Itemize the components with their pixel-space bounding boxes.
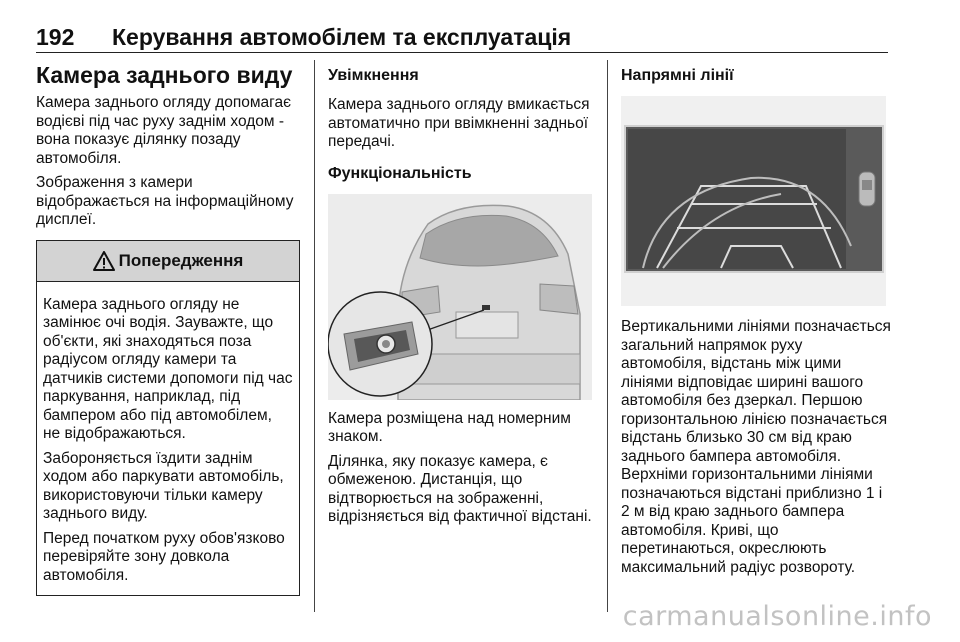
section-title: Камера заднього виду bbox=[36, 62, 293, 88]
warning-title: Попередження bbox=[118, 250, 244, 270]
warning-paragraph: Камера заднього огляду не замінює очі водія. Зауважте, що об'єкти, які знаходяться поза радіусом огляду камери та датчиків системи допомоги під час паркування, наприклад, під бампером або під автомобілем, не відображаються. bbox=[43, 295, 293, 442]
subhead-functionality: Функціональність bbox=[328, 164, 472, 182]
column-2 bbox=[328, 58, 596, 533]
column-divider-1 bbox=[314, 60, 315, 612]
column-3 bbox=[621, 58, 891, 583]
page-title: Керування автомобілем та експлуатація bbox=[112, 24, 572, 50]
car-rear-icon bbox=[328, 194, 592, 400]
display-paragraph: Зображення з камери відображається на інформаційному дисплеї. bbox=[36, 174, 294, 228]
page-number: 192 bbox=[36, 24, 75, 50]
activation-paragraph: Камера заднього огляду вмикається автоматично при ввімкненні задньої передачі. bbox=[328, 96, 590, 150]
warning-triangle-icon bbox=[93, 251, 115, 271]
header-rule bbox=[36, 52, 888, 53]
warning-paragraph: Забороняється їздити заднім ходом або паркувати автомобіль, використовуючи тільки камеру заднього виду. bbox=[43, 449, 284, 522]
page-header bbox=[36, 24, 892, 54]
figure-caption: Камера розміщена над номерним знаком. bbox=[328, 409, 571, 445]
camera-display-illustration bbox=[621, 96, 886, 306]
warning-paragraph: Перед початком руху обов'язково перевіряйте зону довкола автомобіля. bbox=[43, 529, 285, 584]
warning-header bbox=[37, 241, 299, 282]
functionality-paragraph: Ділянка, яку показує камера, є обмеженою. Дистанція, що відтворюється на зображенні, відрізняється від фактичної відстані. bbox=[328, 452, 592, 525]
warning-box bbox=[36, 240, 300, 597]
rear-camera-car-illustration bbox=[328, 194, 592, 400]
subhead-guidelines: Напрямні лінії bbox=[621, 67, 734, 84]
intro-paragraph: Камера заднього огляду допомагає водієві під час руху заднім ходом - вона показує ділянку позаду автомобіля. bbox=[36, 94, 292, 167]
subhead-activation: Увімкнення bbox=[328, 67, 419, 84]
column-divider-2 bbox=[607, 60, 608, 612]
warning-body bbox=[37, 282, 299, 596]
column-1 bbox=[36, 58, 300, 596]
watermark: carmanualsonline.info bbox=[622, 601, 932, 632]
guidelines-paragraph: Вертикальними лініями позначається загальний напрямок руху автомобіля, відстань між цими лініями відповідає ширині вашого автомобіля без дзеркал. Першою горизонтальною лінією позначається відстань близько 30 см від краю заднього бампера автомобіля. Верхніми горизонтальними лініями позначаються відстані приблизно 1 і 2 м від краю заднього бампера автомобіля. Криві, що перетинаються, окреслюють максимальний радіус розвороту. bbox=[621, 318, 891, 576]
guidelines-display-icon bbox=[621, 96, 886, 306]
